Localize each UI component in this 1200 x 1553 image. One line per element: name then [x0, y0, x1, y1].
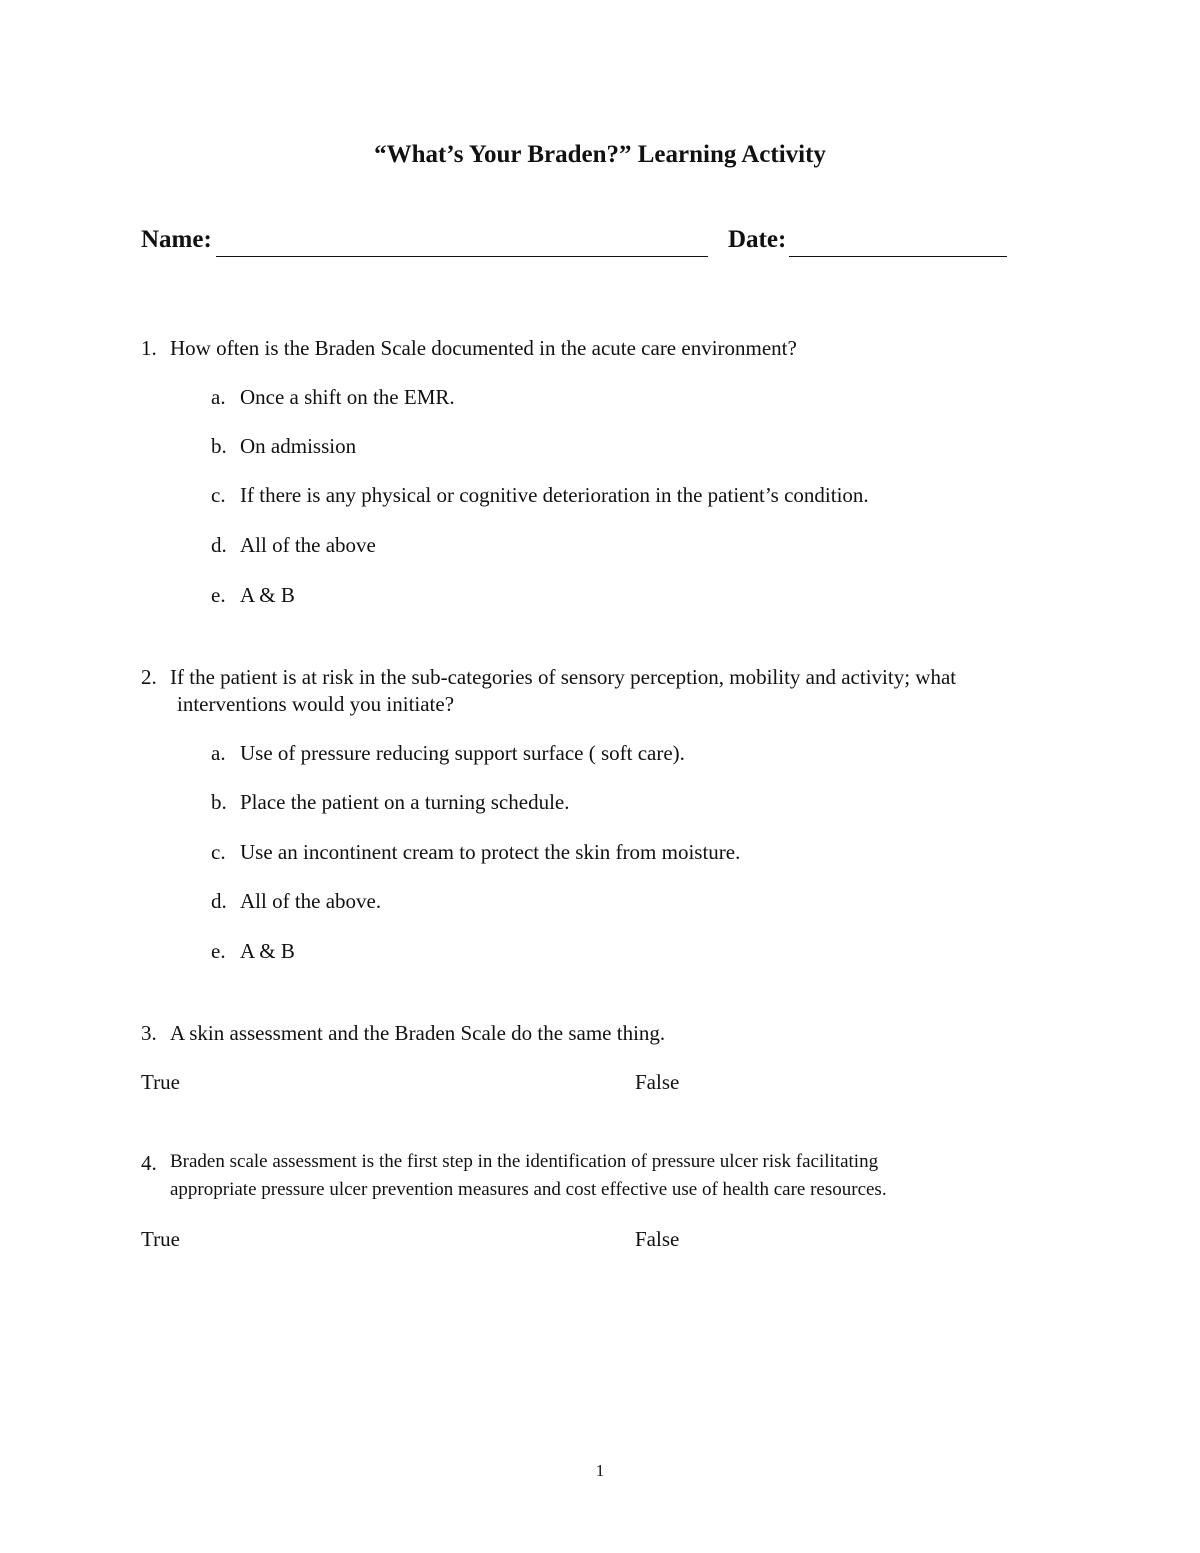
- q2-option-a-letter: a.: [211, 741, 226, 765]
- q2-option-e-text: A & B: [240, 939, 295, 963]
- q1-option-b-text: On admission: [240, 434, 357, 458]
- q2-option-b-letter: b.: [211, 790, 227, 814]
- page-number: 1: [595, 1461, 605, 1480]
- date-label: Date:: [728, 226, 787, 253]
- q2-option-d-letter: d.: [211, 889, 227, 913]
- q1-option-c-letter: c.: [211, 483, 226, 507]
- q4-false-option[interactable]: False: [635, 1227, 680, 1251]
- question-2-text-line-1: If the patient is at risk in the sub-categories of sensory perception, mobility and activity; what: [170, 665, 957, 689]
- date-field[interactable]: [789, 256, 1007, 257]
- page-title: “What’s Your Braden?” Learning Activity: [374, 141, 826, 168]
- q1-option-a-text: Once a shift on the EMR.: [240, 385, 455, 409]
- q2-option-e-letter: e.: [211, 939, 226, 963]
- question-2-text-line-2: interventions would you initiate?: [177, 692, 455, 716]
- question-2-number: 2.: [141, 665, 157, 689]
- name-label: Name:: [141, 226, 212, 253]
- q1-option-d-text: All of the above: [240, 533, 376, 557]
- question-4-number: 4.: [141, 1151, 157, 1175]
- q2-option-c-letter: c.: [211, 840, 226, 864]
- q1-option-d-letter: d.: [211, 533, 227, 557]
- q2-option-d-text: All of the above.: [240, 889, 382, 913]
- question-4-text-line-1: Braden scale assessment is the first step in the identification of pressure ulcer risk facilitating: [170, 1151, 879, 1172]
- q3-true-option[interactable]: True: [141, 1070, 180, 1094]
- q2-option-a-text: Use of pressure reducing support surface ( soft care).: [240, 741, 685, 765]
- q2-option-b-text: Place the patient on a turning schedule.: [240, 790, 570, 814]
- question-3-number: 3.: [141, 1021, 157, 1045]
- q4-true-option[interactable]: True: [141, 1227, 180, 1251]
- q1-option-b-letter: b.: [211, 434, 227, 458]
- q1-option-a-letter: a.: [211, 385, 226, 409]
- q1-option-e-text: A & B: [240, 583, 295, 607]
- question-3-text: A skin assessment and the Braden Scale do the same thing.: [170, 1021, 666, 1045]
- q1-option-c-text: If there is any physical or cognitive deterioration in the patient’s condition.: [240, 483, 869, 507]
- question-1-number: 1.: [141, 336, 157, 360]
- name-field[interactable]: [216, 256, 708, 257]
- question-1-text: How often is the Braden Scale documented in the acute care environment?: [170, 336, 797, 360]
- q1-option-e-letter: e.: [211, 583, 226, 607]
- q3-false-option[interactable]: False: [635, 1070, 680, 1094]
- question-4-text-line-2: appropriate pressure ulcer prevention measures and cost effective use of health care resources.: [170, 1179, 887, 1200]
- q2-option-c-text: Use an incontinent cream to protect the skin from moisture.: [240, 840, 741, 864]
